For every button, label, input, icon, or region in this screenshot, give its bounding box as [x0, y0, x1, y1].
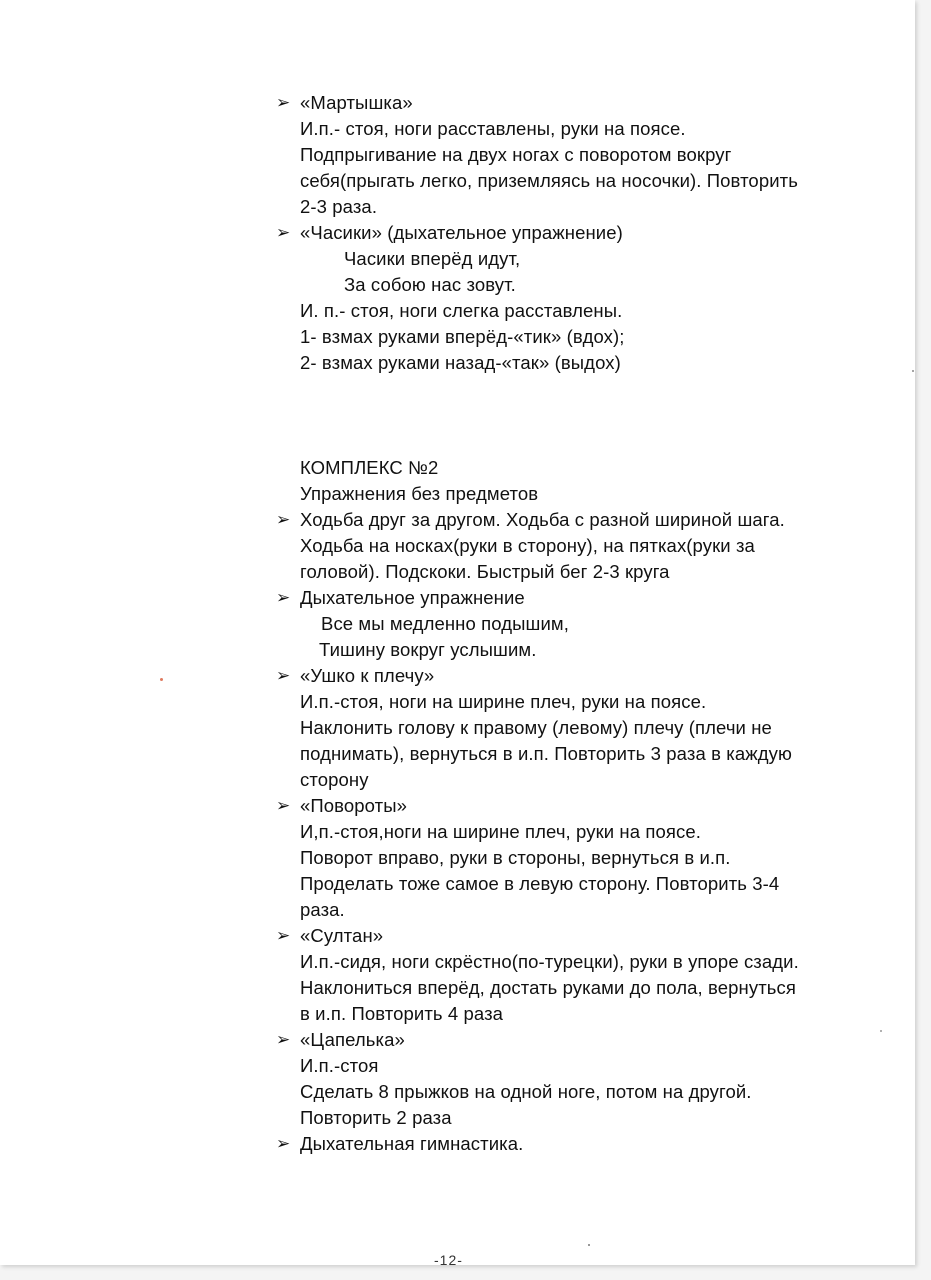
text-line: Наклонить голову к правому (левому) плечу (плечи не	[300, 717, 772, 738]
scan-speck	[880, 1030, 882, 1032]
exercise-title: Ходьба друг за другом. Ходьба с разной шириной шага.	[300, 509, 785, 530]
text-line: 1- взмах руками вперёд-«тик» (вдох);	[300, 326, 625, 347]
text-line: Поворот вправо, руки в стороны, вернуться в и.п.	[300, 847, 731, 868]
text-line: Наклониться вперёд, достать руками до пола, вернуться	[300, 977, 796, 998]
bullet-icon: ➢	[276, 223, 291, 242]
exercise-title: «Мартышка»	[300, 92, 413, 113]
text-line: сторону	[300, 769, 369, 790]
text-line: И.п.-стоя, ноги на ширине плеч, руки на поясе.	[300, 691, 707, 712]
page-number: -12-	[434, 1252, 463, 1268]
text-line: И. п.- стоя, ноги слегка расставлены.	[300, 300, 623, 321]
exercise-title: Дыхательная гимнастика.	[300, 1133, 524, 1154]
exercise-title: Дыхательное упражнение	[300, 587, 525, 608]
text-line: поднимать), вернуться в и.п. Повторить 3 раза в каждую	[300, 743, 792, 764]
bullet-icon: ➢	[276, 796, 291, 815]
exercise-title: «Ушко к плечу»	[300, 665, 435, 686]
text-line: Сделать 8 прыжков на одной ноге, потом на другой.	[300, 1081, 752, 1102]
exercise-title: «Часики» (дыхательное упражнение)	[300, 222, 623, 243]
bullet-icon: ➢	[276, 666, 291, 685]
exercise-title: «Повороты»	[300, 795, 408, 816]
bullet-icon: ➢	[276, 510, 291, 529]
text-line: себя(прыгать легко, приземляясь на носочки). Повторить	[300, 170, 798, 191]
verse-line: За собою нас зовут.	[344, 274, 516, 295]
scan-speck	[912, 370, 914, 372]
text-line: Повторить 2 раза	[300, 1107, 452, 1128]
text-line: И,п.-стоя,ноги на ширине плеч, руки на поясе.	[300, 821, 701, 842]
exercise-title: «Султан»	[300, 925, 384, 946]
text-line: Проделать тоже самое в левую сторону. Повторить 3-4	[300, 873, 780, 894]
text-line: И.п.- стоя, ноги расставлены, руки на поясе.	[300, 118, 686, 139]
text-line: Подпрыгивание на двух ногах с поворотом вокруг	[300, 144, 732, 165]
text-line: 2- взмах руками назад-«так» (выдох)	[300, 352, 621, 373]
text-line: И.п.-стоя	[300, 1055, 379, 1076]
bullet-icon: ➢	[276, 93, 291, 112]
section-subheading: Упражнения без предметов	[300, 483, 539, 504]
bullet-icon: ➢	[276, 1030, 291, 1049]
text-line: головой). Подскоки. Быстрый бег 2-3 круга	[300, 561, 670, 582]
text-line: в и.п. Повторить 4 раза	[300, 1003, 504, 1024]
verse-line: Все мы медленно подышим,	[321, 613, 569, 634]
exercise-title: «Цапелька»	[300, 1029, 405, 1050]
section-heading: КОМПЛЕКС №2	[300, 457, 439, 478]
bullet-icon: ➢	[276, 926, 291, 945]
bullet-icon: ➢	[276, 1134, 291, 1153]
scan-speck	[160, 678, 163, 681]
verse-line: Часики вперёд идут,	[344, 248, 521, 269]
text-line: Ходьба на носках(руки в сторону), на пятках(руки за	[300, 535, 755, 556]
text-line: 2-3 раза.	[300, 196, 378, 217]
verse-line: Тишину вокруг услышим.	[319, 639, 537, 660]
text-line: раза.	[300, 899, 345, 920]
scan-speck	[588, 1244, 590, 1246]
text-line: И.п.-сидя, ноги скрёстно(по-турецки), руки в упоре сзади.	[300, 951, 799, 972]
bullet-icon: ➢	[276, 588, 291, 607]
